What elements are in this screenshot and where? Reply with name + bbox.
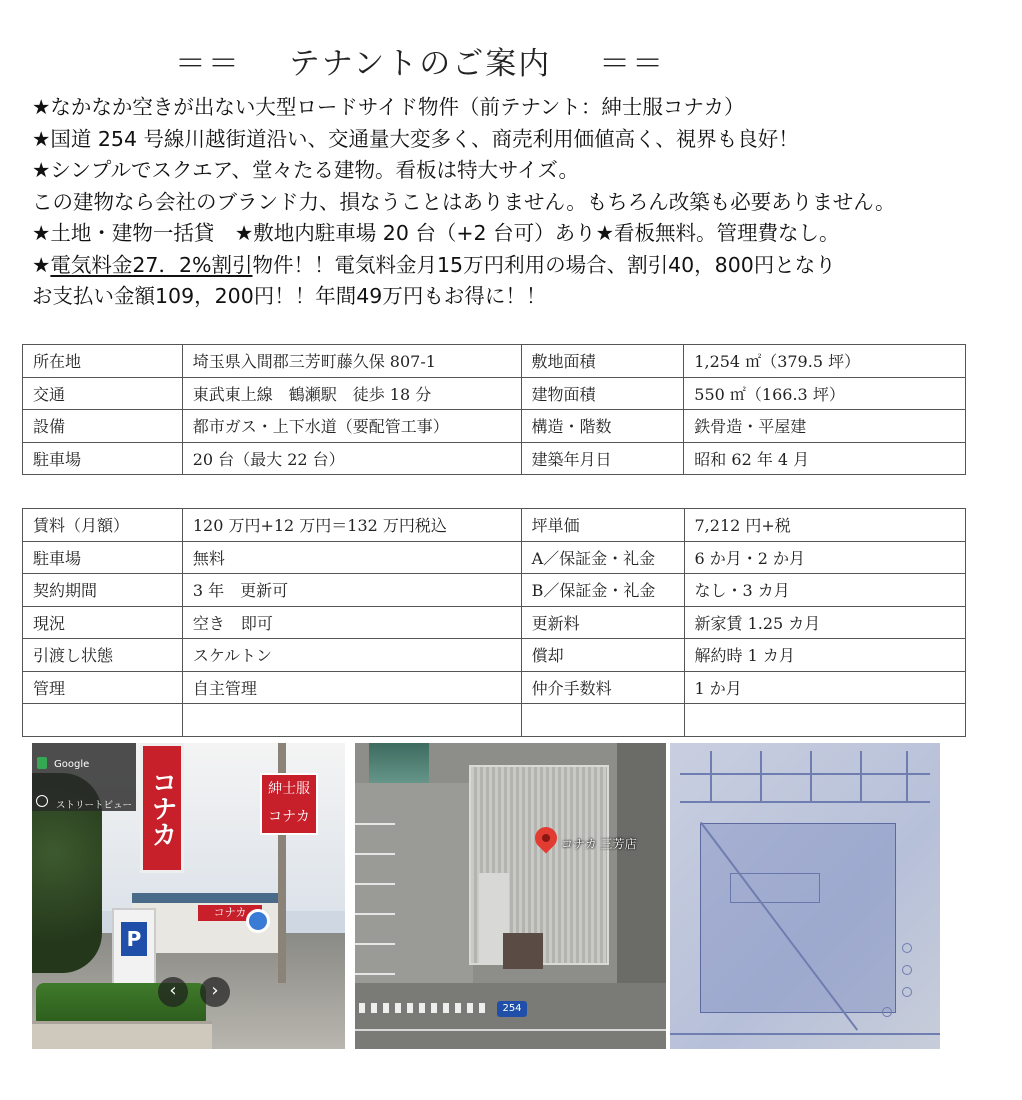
- cell-value-a: 空き 即可: [182, 606, 521, 639]
- electricity-discount: 電気料金27．2%割引: [50, 252, 253, 277]
- cell-value-b: 550 ㎡（166.3 坪）: [684, 377, 966, 410]
- table-row: [23, 410, 966, 443]
- store-sign: コナカ: [198, 905, 262, 921]
- pegman-icon[interactable]: [246, 909, 270, 933]
- table-row: [23, 574, 966, 607]
- streetview-overlay: [32, 743, 136, 811]
- table-row: [23, 639, 966, 672]
- cell-label-a: 設備: [23, 410, 183, 443]
- building-outline: [700, 823, 896, 1013]
- heading-deco-right: ＝＝: [599, 46, 666, 82]
- cell-value-b: 1 か月: [684, 671, 966, 704]
- cell-label-b: 償却: [521, 639, 684, 672]
- cell-label-b: 構造・階数: [521, 410, 684, 443]
- cell-label-a: 駐車場: [23, 541, 183, 574]
- lease-terms-table: [22, 508, 966, 737]
- intro-line-4: この建物なら会社のブランド力、損なうことはありません。もちろん改築も必要ありません。: [32, 189, 896, 214]
- cell-value-b: 1,254 ㎡（379.5 坪）: [684, 345, 966, 378]
- google-maps-icon: [37, 757, 47, 769]
- cell-value-b: なし・3 カ月: [684, 574, 966, 607]
- parking-lot: [355, 783, 473, 1013]
- streetview-label: ストリートビュー: [56, 800, 133, 811]
- street-view-photo: [32, 743, 345, 1049]
- history-clock-icon[interactable]: [36, 795, 48, 807]
- tower-sign: 紳士服 コナカ: [260, 773, 318, 835]
- cell-label-b: [521, 704, 684, 737]
- cell-value-b: 解約時 1 カ月: [684, 639, 966, 672]
- cell-label-a: 現況: [23, 606, 183, 639]
- intro-line-6-star: ★: [32, 252, 51, 277]
- cell-value-b: 昭和 62 年 4 月: [684, 442, 966, 475]
- cell-label-b: 敷地面積: [521, 345, 684, 378]
- cell-label-a: 駐車場: [23, 442, 183, 475]
- cell-value-a: 都市ガス・上下水道（要配管工事）: [182, 410, 521, 443]
- site-plan-image: [670, 743, 940, 1049]
- parking-p-icon: P: [121, 922, 147, 956]
- intro-line-7: お支払い金額109，200円！！年間49万円もお得に！！: [32, 284, 547, 308]
- arrow-left-button[interactable]: ‹: [158, 977, 188, 1007]
- table-row: [23, 509, 966, 542]
- table-row: [23, 704, 966, 737]
- cell-value-b: [684, 704, 966, 737]
- place-name-label: コナカ 三芳店: [561, 837, 637, 851]
- intro-line-6: [32, 250, 1017, 282]
- cell-label-b: 坪単価: [521, 509, 684, 542]
- cell-value-a: 3 年 更新可: [182, 574, 521, 607]
- parking-sign: [112, 908, 156, 986]
- cell-label-b: 仲介手数料: [521, 671, 684, 704]
- property-table-body: [23, 345, 966, 475]
- cell-label-b: 更新料: [521, 606, 684, 639]
- cell-label-b: 建物面積: [521, 377, 684, 410]
- cell-label-a: [23, 704, 183, 737]
- cell-value-b: 新家賃 1.25 カ月: [684, 606, 966, 639]
- cell-value-b: 鉄骨造・平屋建: [684, 410, 966, 443]
- lease-terms-table-body: [23, 509, 966, 737]
- intro-line-2: ★国道 254 号線川越街道沿い、交通量大変多く、商売利用価値高く、視界も良好！: [32, 126, 799, 151]
- cell-value-a: スケルトン: [182, 639, 521, 672]
- table-row: [23, 345, 966, 378]
- table-row: [23, 671, 966, 704]
- cell-value-b: 7,212 円+税: [684, 509, 966, 542]
- page-heading: [0, 38, 840, 83]
- wall: [32, 1021, 212, 1049]
- route-254-marker: 254: [497, 1001, 527, 1017]
- cell-value-a: 無料: [182, 541, 521, 574]
- cell-value-a: 自主管理: [182, 671, 521, 704]
- table-row: [23, 541, 966, 574]
- cell-label-b: 建築年月日: [521, 442, 684, 475]
- cell-label-a: 所在地: [23, 345, 183, 378]
- table-row: [23, 377, 966, 410]
- heading-deco-left: ＝＝: [174, 46, 241, 82]
- heading-title: テナントのご案内: [288, 46, 552, 82]
- intro-line-1: ★なかなか空きが出ない大型ロードサイド物件（前テナント：紳士服コナカ）: [32, 95, 745, 119]
- cell-label-a: 賃料（月額）: [23, 509, 183, 542]
- roof-shadow: [503, 933, 543, 969]
- cell-value-a: 120 万円+12 万円＝132 万円税込: [182, 509, 521, 542]
- cell-label-a: 管理: [23, 671, 183, 704]
- aerial-photo: [355, 743, 666, 1049]
- cell-value-a: [182, 704, 521, 737]
- intro-line-6-rest: 物件！！電気料金月15万円利用の場合、割引40，800円となり: [252, 252, 836, 277]
- cell-value-a: 20 台（最大 22 台）: [182, 442, 521, 475]
- cell-value-a: 東武東上線 鶴瀬駅 徒歩 18 分: [182, 377, 521, 410]
- intro-line-3: ★シンプルでスクエア、堂々たる建物。看板は特大サイズ。: [32, 158, 579, 182]
- google-label: Google: [54, 759, 90, 770]
- cell-value-b: 6 か月・2 か月: [684, 541, 966, 574]
- cell-label-b: B／保証金・礼金: [521, 574, 684, 607]
- table-row: [23, 442, 966, 475]
- cell-label-a: 引渡し状態: [23, 639, 183, 672]
- intro-text: [32, 92, 1017, 313]
- table-row: [23, 606, 966, 639]
- arrow-right-button[interactable]: ›: [200, 977, 230, 1007]
- vertical-pole-sign: コナカ: [140, 743, 184, 873]
- cell-value-a: 埼玉県入間郡三芳町藤久保 807-1: [182, 345, 521, 378]
- side-street: [617, 743, 666, 983]
- cell-label-a: 交通: [23, 377, 183, 410]
- cell-label-b: A／保証金・礼金: [521, 541, 684, 574]
- property-table: [22, 344, 966, 475]
- intro-line-5: ★土地・建物一括貸 ★敷地内駐車場 20 台（+2 台可）あり★看板無料。管理費なし。: [32, 221, 840, 245]
- cell-label-a: 契約期間: [23, 574, 183, 607]
